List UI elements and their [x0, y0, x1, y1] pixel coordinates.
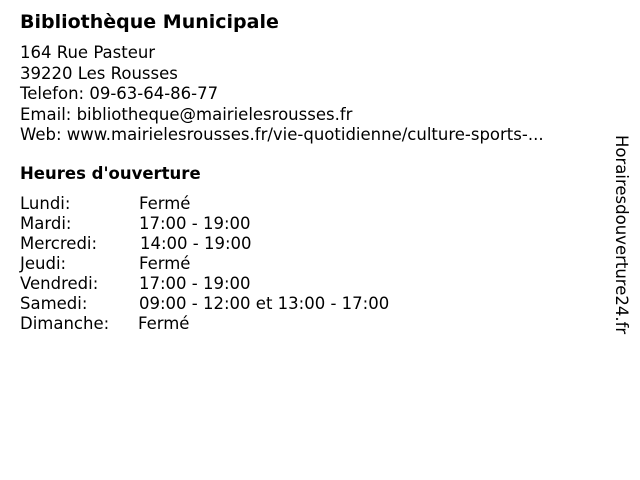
- city-address: 39220 Les Rousses: [20, 63, 178, 83]
- phone-number: Telefon: 09-63-64-86-77: [20, 84, 219, 103]
- day-label: Vendredi:: [20, 274, 99, 293]
- address-block: [20, 43, 544, 146]
- day-label: Mercredi:: [20, 234, 98, 253]
- opening-hours-heading: Heures d'ouverture: [20, 164, 201, 183]
- day-label: Samedi:: [20, 294, 88, 313]
- time-value: 09:00 - 12:00 et 13:00 - 17:00: [139, 294, 390, 313]
- time-value: 14:00 - 19:00: [140, 234, 252, 253]
- day-label: Lundi:: [20, 194, 71, 213]
- page-title: Bibliothèque Municipale: [20, 11, 279, 33]
- site-watermark-text: Horairesdouverture24.fr: [612, 135, 631, 335]
- time-value: 17:00 - 19:00: [139, 274, 251, 293]
- email-address: Email: bibliotheque@mairielesrousses.fr: [20, 104, 353, 124]
- street-address: 164 Rue Pasteur: [20, 43, 156, 62]
- time-value: Fermé: [138, 314, 190, 333]
- time-value: Fermé: [139, 254, 191, 273]
- day-label: Mardi:: [20, 214, 72, 233]
- day-label: Dimanche:: [20, 314, 110, 333]
- site-watermark: [612, 135, 634, 345]
- website-url: Web: www.mairielesrousses.fr/vie-quotidienne/culture-sports-...: [20, 125, 544, 144]
- time-value: 17:00 - 19:00: [139, 214, 251, 233]
- day-label: Jeudi:: [20, 254, 67, 273]
- time-value: Fermé: [139, 194, 191, 213]
